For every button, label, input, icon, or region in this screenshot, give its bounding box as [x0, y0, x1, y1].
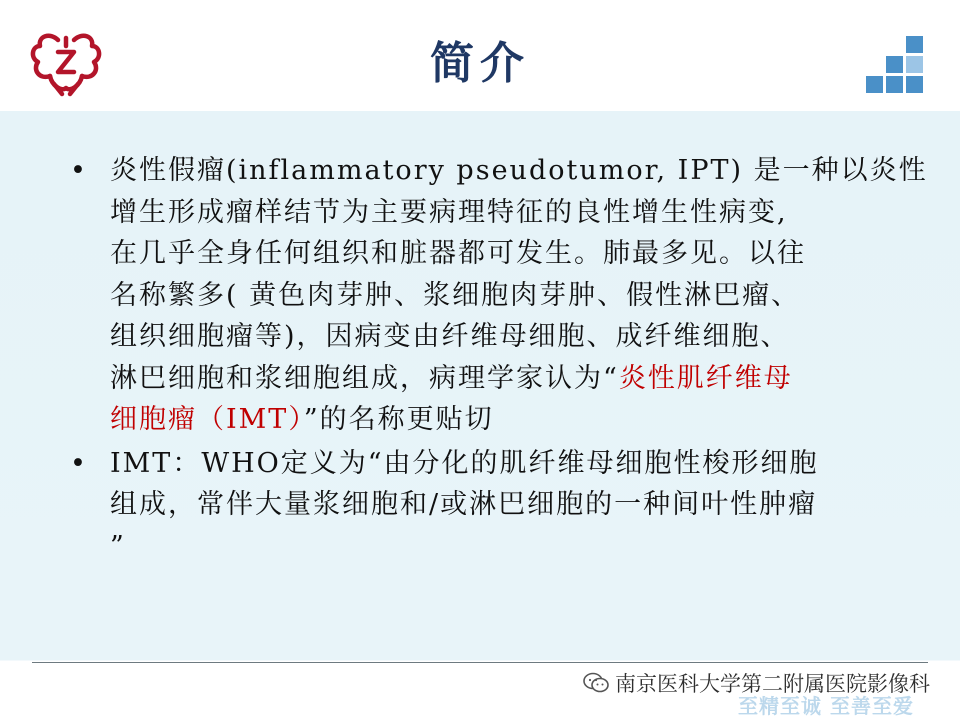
- body-text: 炎性假瘤(inflammatory pseudotumor, IPT) 是一种以炎性: [110, 155, 928, 186]
- slide-body: [70, 150, 928, 569]
- bullet-marker: •: [70, 447, 88, 479]
- bullet-line: [110, 275, 900, 317]
- bullet-item: [70, 443, 900, 568]
- body-text: 组织细胞瘤等)，因病变由纤维母细胞、成纤维细胞、: [110, 321, 790, 352]
- body-text: 在几乎全身任何组织和脏器都可发生。肺最多见。以往: [110, 238, 806, 269]
- body-text: 组成，常伴大量浆细胞和/或淋巴细胞的一种间叶性肿瘤: [110, 489, 818, 520]
- body-text: IMT：WHO定义为“由分化的肌纤维母细胞性梭形细胞: [110, 447, 819, 479]
- slide-title: 简介: [430, 38, 530, 89]
- bullet-line: [110, 443, 900, 485]
- footer-slogan: 至精至诚 至善至爱: [738, 694, 914, 718]
- bullet-line: [110, 358, 900, 400]
- bullet-line: [110, 233, 900, 275]
- body-text: 淋巴细胞和浆细胞组成，病理学家认为“: [110, 362, 619, 394]
- body-text: 增生形成瘤样结节为主要病理特征的良性增生性病变,: [110, 196, 788, 228]
- bullet-line: [110, 150, 928, 192]
- bullet-line: [110, 399, 900, 441]
- body-text: ”的名称更贴切: [303, 404, 494, 435]
- bullet-marker: •: [70, 155, 88, 186]
- wechat-icon: [583, 672, 609, 694]
- bullet-line: [110, 484, 900, 526]
- slide-header: [0, 0, 960, 111]
- bullet-line: [110, 316, 900, 358]
- footer-divider: [32, 662, 928, 663]
- footer-source-text: 南京医科大学第二附属医院影像科: [615, 672, 930, 696]
- body-text: 名称繁多( 黄色肉芽肿、浆细胞肉芽肿、假性淋巴瘤、: [110, 279, 801, 311]
- bullet-line: [110, 192, 900, 234]
- bullet-item: [70, 150, 928, 441]
- blue-squares-icon: [866, 36, 926, 96]
- highlight-text: 细胞瘤（IMT）: [110, 404, 304, 435]
- highlight-text: 炎性肌纤维母: [618, 362, 793, 394]
- body-text: ”: [110, 530, 126, 562]
- bullet-line: [110, 526, 900, 568]
